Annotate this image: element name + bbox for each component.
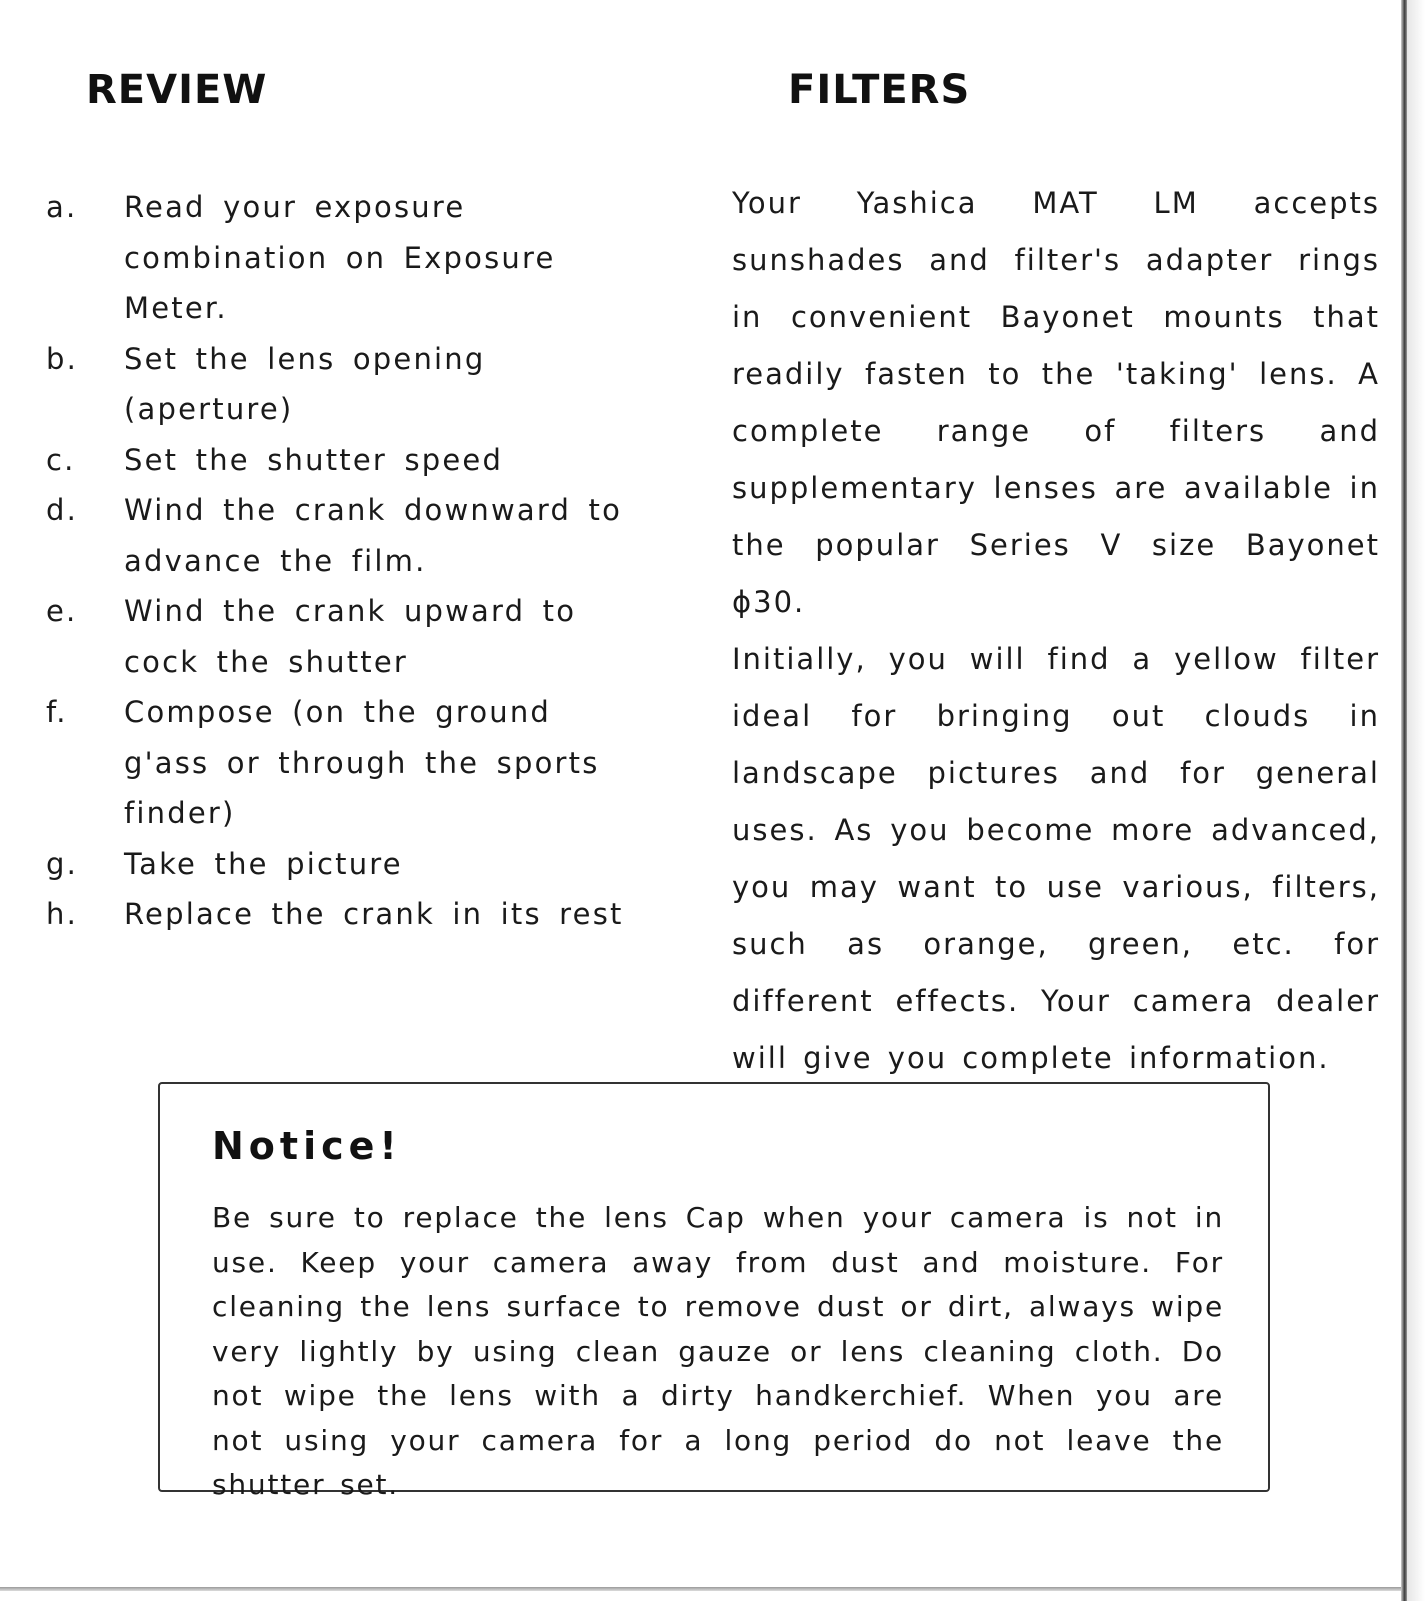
review-item-text: Replace the crank in its rest xyxy=(124,897,624,931)
review-item xyxy=(46,334,646,435)
review-item xyxy=(46,586,646,687)
review-item xyxy=(46,435,646,486)
review-item-text: Set the shutter speed xyxy=(124,442,504,477)
page-bottom-edge xyxy=(0,1587,1401,1591)
review-item xyxy=(46,889,646,940)
notice-title: Notice! xyxy=(212,1124,402,1168)
review-item-text: Set the lens opening (aperture) xyxy=(124,341,486,426)
review-item-marker: f. xyxy=(46,695,68,729)
review-item-marker: b. xyxy=(46,341,79,376)
review-item-marker: h. xyxy=(46,897,78,931)
review-item-marker: d. xyxy=(46,493,79,527)
review-item-marker: g. xyxy=(46,846,79,881)
filters-heading: FILTERS xyxy=(788,66,971,113)
review-item xyxy=(46,687,646,839)
notice-body: Be sure to replace the lens Cap when your camera is not in use. Keep your camera away from dust and moisture. For cleaning the lens surface to remove dust or dirt, always wipe very lightly by using clean gauze or lens cleaning cloth. Do not wipe the lens with a dirty handkerchief. When you are not using your camera for a long period do not leave the shutter set. xyxy=(212,1201,1224,1501)
review-item-text: Compose (on the ground g'ass or through the sports finder) xyxy=(124,695,600,830)
notice-box xyxy=(158,1082,1270,1501)
review-item-marker: c. xyxy=(46,442,76,477)
review-item xyxy=(46,839,646,890)
page-edge xyxy=(1401,0,1407,1601)
review-item xyxy=(46,182,646,334)
filters-paragraph-2: Initially, you will find a yellow filter ideal for bringing out clouds in landscape pictures and for general uses. As you become more advanced, you may want to use various, filters, such as orange, green, etc. for different effects. Your camera dealer will give you complete information. xyxy=(732,642,1380,1075)
filters-paragraph-1: Your Yashica MAT LM accepts sunshades and filter's adapter rings in convenient Bayonet mounts that readily fasten to the 'taking' lens. A complete range of filters and supplementary lenses are available in the popular Series V size Bayonet ϕ30. xyxy=(732,186,1380,619)
review-heading: REVIEW xyxy=(86,66,268,113)
review-item-marker: a. xyxy=(46,190,78,224)
page-edge-shadow xyxy=(1407,0,1425,1601)
filters-text xyxy=(732,175,1380,1087)
review-item-text: Wind the crank upward to cock the shutter xyxy=(124,594,577,679)
review-item-text: Wind the crank downward to advance the film. xyxy=(124,493,623,578)
review-list xyxy=(46,182,646,940)
review-item-text: Take the picture xyxy=(124,846,403,881)
review-item-text: Read your exposure combination on Exposure Meter. xyxy=(124,190,556,325)
review-item-marker: e. xyxy=(46,594,78,628)
review-item xyxy=(46,485,646,586)
